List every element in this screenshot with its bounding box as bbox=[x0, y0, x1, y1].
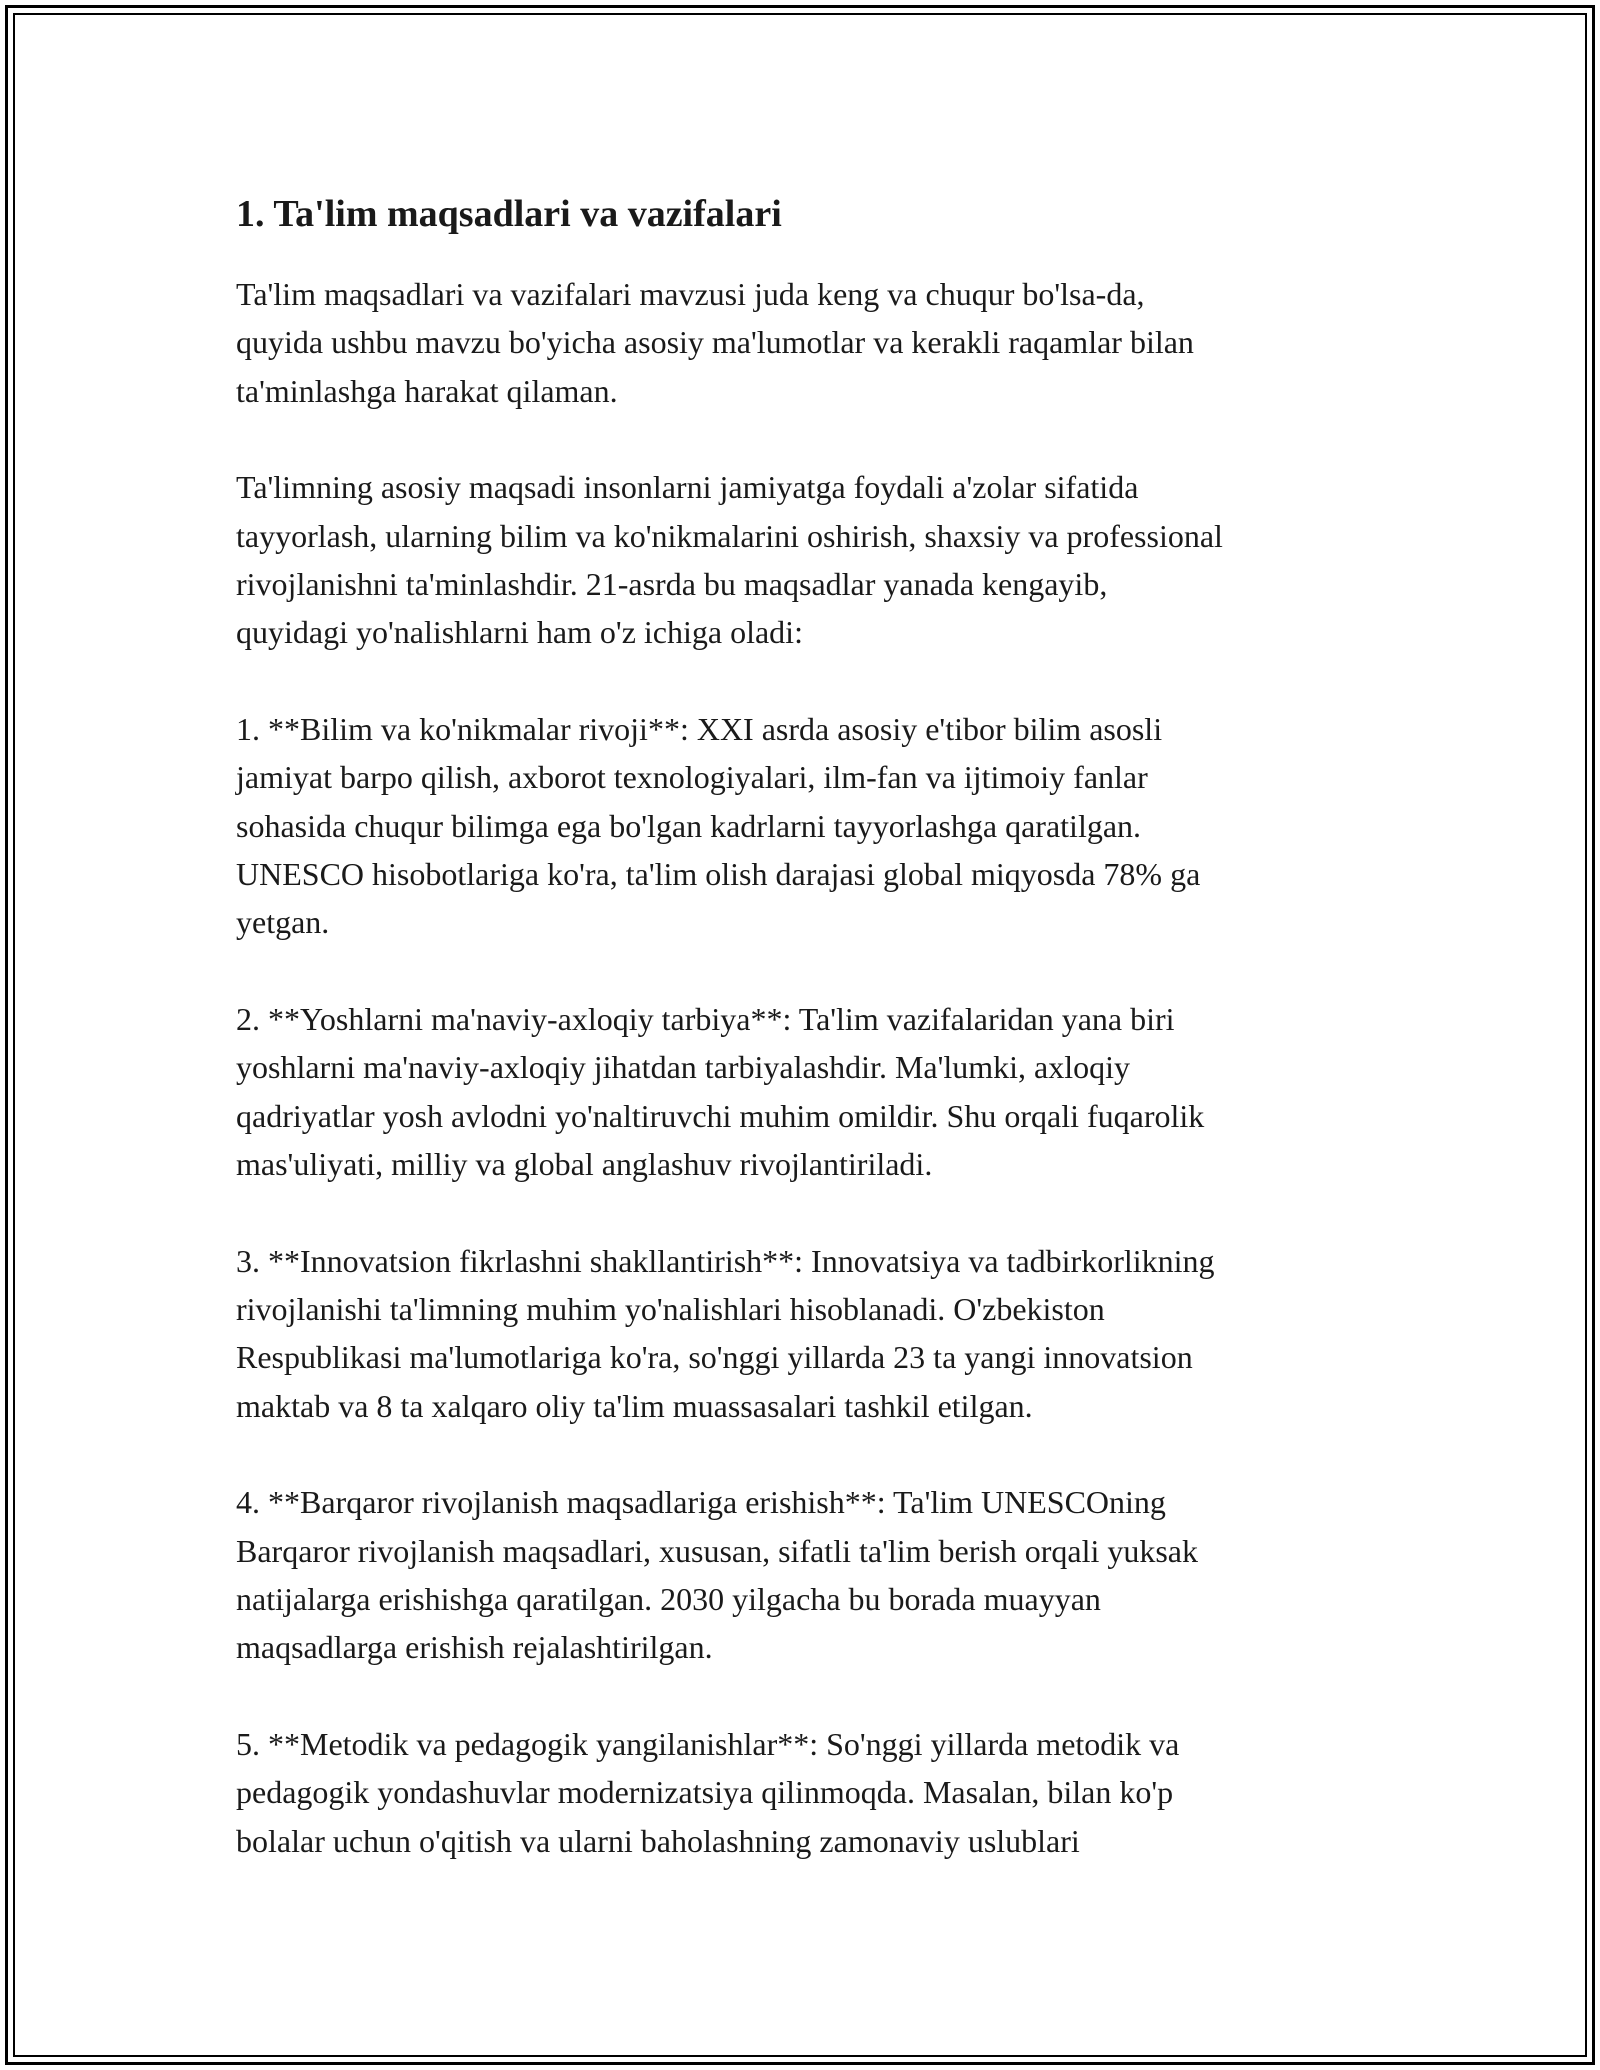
list-item-3: 3. **Innovatsion fikrlashni shakllantirish**: Innovatsiya va tadbirkorlikning rivojlanishi ta'limning muhim yo'nalishlari hisoblanadi. O'zbekiston Respublikasi ma'lumotlariga ko'ra, so'nggi yillarda 23 ta yangi innovatsion maktab va 8 ta xalqaro oliy ta'lim muassasalari tashkil etilgan. bbox=[236, 1242, 1215, 1424]
list-item-4: 4. **Barqaror rivojlanish maqsadlariga erishish**: Ta'lim UNESCOning Barqaror rivojlanish maqsadlari, xususan, sifatli ta'lim berish orqali yuksak natijalarga erishishga qaratilgan. 2030 yilgacha bu borada muayyan maqsadlarga erishish rejalashtirilgan. bbox=[236, 1484, 1198, 1666]
document-body bbox=[236, 186, 1386, 1913]
list-item-2: 2. **Yoshlarni ma'naviy-axloqiy tarbiya**: Ta'lim vazifalaridan yana biri yoshlarni ma'naviy-axloqiy jihatdan tarbiyalashdir. Ma'lumki, axloqiy qadriyatlar yosh avlodni yo'naltiruvchi muhim omildir. Shu orqali fuqarolik mas'uliyati, milliy va global anglashuv rivojlantiriladi. bbox=[236, 1000, 1205, 1183]
paragraph-intro: Ta'lim maqsadlari va vazifalari mavzusi juda keng va chuqur bo'lsa-da, quyida ushbu mavzu bo'yicha asosiy ma'lumotlar va kerakli raqamlar bilan ta'minlashga harakat qilaman. bbox=[236, 276, 1194, 409]
paragraph-main-goal: Ta'limning asosiy maqsadi insonlarni jamiyatga foydali a'zolar sifatida tayyorlash, ularning bilim va ko'nikmalarini oshirish, shaxsiy va professional rivojlanishni ta'minlashdir. 21-asrda bu maqsadlar yanada kengayib, quyidagi yo'nalishlarni ham o'z ichiga oladi: bbox=[236, 469, 1223, 651]
list-item-1: 1. **Bilim va ko'nikmalar rivoji**: XXI asrda asosiy e'tibor bilim asosli jamiyat barpo qilish, axborot texnologiyalari, ilm-fan va ijtimoiy fanlar sohasida chuqur bilimga ega bo'lgan kadrlarni tayyorlashga qaratilgan. UNESCO hisobotlariga ko'ra, ta'lim olish darajasi global miqyosda 78% ga yetgan. bbox=[236, 710, 1201, 941]
document-heading: 1. Ta'lim maqsadlari va vazifalari bbox=[236, 193, 782, 235]
list-item-5: 5. **Metodik va pedagogik yangilanishlar**: So'nggi yillarda metodik va pedagogik yondashuvlar modernizatsiya qilinmoqda. Masalan, bilan ko'p bolalar uchun o'qitish va ularni baholashning zamonaviy uslublari bbox=[236, 1725, 1180, 1859]
